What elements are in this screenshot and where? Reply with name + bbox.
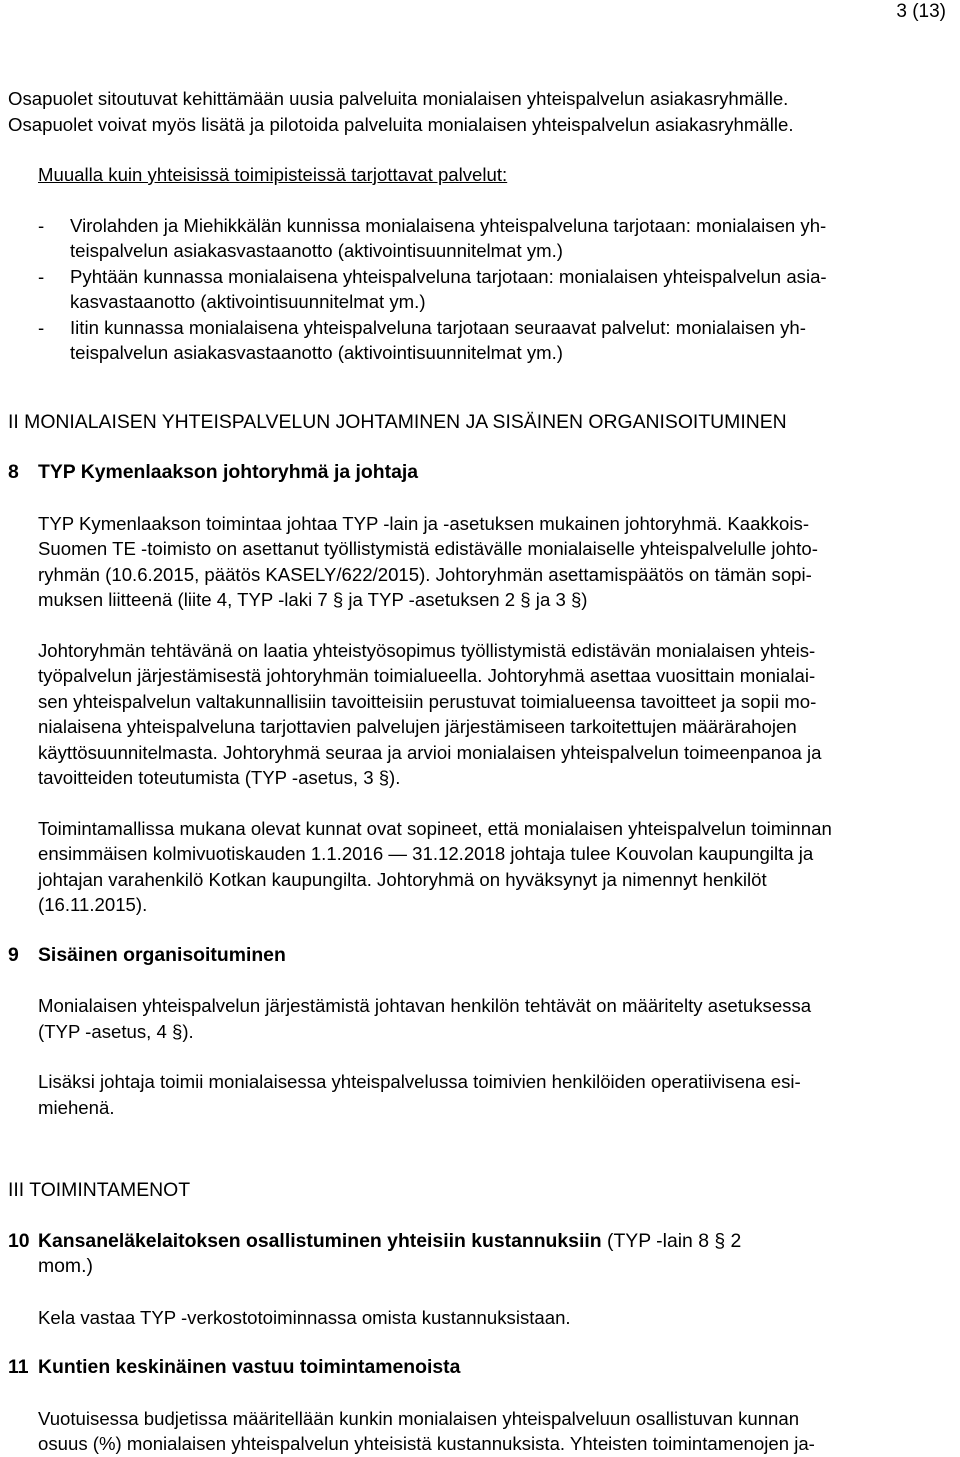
section-number: 9 — [8, 943, 19, 966]
section-number: 11 — [8, 1356, 29, 1378]
paragraph — [38, 638, 960, 791]
text-line: Lisäksi johtaja toimii monialaisessa yhteispalvelussa toimivien henkilöiden operatiivisena esi- — [38, 1071, 801, 1092]
text-line: Vuotuisessa budjetissa määritellään kunkin monialaisen yhteispalveluun osallistuvan kunnan — [38, 1407, 800, 1429]
services-heading: Muualla kuin yhteisissä toimipisteissä tarjottavat palvelut: — [38, 164, 508, 185]
text-line: käyttösuunnitelmasta. Johtoryhmä seuraa ja arvioi monialaisen yhteispalvelun toimeenpanoa ja — [38, 741, 822, 763]
text-line: ryhmän (10.6.2015, päätös KASELY/622/2015). Johtoryhmän asettamispäätös on tämän sopi- — [38, 563, 812, 585]
text-line: Suomen TE -toimisto on asettanut työllistymistä edistävälle monialaiselle yhteispalvelulle johto- — [38, 538, 818, 559]
paragraph — [38, 993, 960, 1044]
text-line: Kela vastaa TYP -verkostotoiminnassa omista kustannuksistaan. — [38, 1306, 571, 1328]
text-line: tavoitteiden toteutumista (TYP -asetus, 3 §). — [38, 767, 401, 788]
section-title: TYP Kymenlaakson johtoryhmä ja johtaja — [38, 461, 419, 483]
section-body — [8, 1406, 960, 1457]
section-title-reference: mom.) — [38, 1255, 93, 1277]
text-line: Johtoryhmän tehtävänä on laatia yhteistyösopimus työllistymistä edistävän monialaisen yhteis- — [38, 639, 816, 661]
text-line: teispalvelun asiakasvastaanotto (aktivointisuunnitelmat ym.) — [70, 240, 563, 261]
section-title: Sisäinen organisoituminen — [38, 943, 286, 966]
text-line: Osapuolet voivat myös lisätä ja pilotoida palveluita monialaisen yhteispalvelun asiakasryhmälle. — [8, 113, 794, 135]
bullet-dash: - — [38, 265, 45, 287]
text-line: teispalvelun asiakasvastaanotto (aktivointisuunnitelmat ym.) — [70, 342, 563, 363]
paragraph — [38, 816, 960, 918]
section-title: Kansaneläkelaitoksen osallistuminen yhteisiin kustannuksiin — [38, 1229, 602, 1252]
text-line: Toimintamallissa mukana olevat kunnat ovat sopineet, että monialaisen yhteispalvelun toiminnan — [38, 817, 832, 839]
bullet-dash: - — [38, 316, 45, 338]
section-heading — [8, 1229, 960, 1280]
section-heading — [8, 943, 960, 969]
text-line: kasvastaanotto (aktivointisuunnitelmat ym.) — [70, 291, 426, 312]
section-heading — [8, 460, 960, 486]
list-item — [38, 213, 960, 264]
section-body — [8, 511, 960, 918]
text-line: osuus (%) monialaisen yhteispalvelun yhteisistä kustannuksista. Yhteisten toimintamenojen ja- — [38, 1433, 815, 1454]
text-line: TYP Kymenlaakson toimintaa johtaa TYP -lain ja -asetuksen mukainen johtoryhmä. Kaakkois- — [38, 512, 810, 534]
text-line: (TYP -asetus, 4 §). — [38, 1020, 194, 1042]
text-line: johtajan varahenkilö Kotkan kaupungilta. Johtoryhmä on hyväksynyt ja nimennyt henkilöt — [38, 868, 767, 890]
document-body — [8, 86, 960, 1457]
section-body — [8, 1305, 960, 1331]
text-line: sen yhteispalvelun valtakunnallisiin tavoitteisiin perustuvat toimialueensa tavoitteet ja sopii mo- — [38, 690, 817, 712]
section-title: Kuntien keskinäinen vastuu toimintamenoista — [38, 1356, 461, 1378]
text-line: muksen liitteenä (liite 4, TYP -laki 7 § ja TYP -asetuksen 2 § ja 3 §) — [38, 589, 588, 610]
text-line: miehenä. — [38, 1096, 115, 1118]
paragraph — [38, 1069, 960, 1120]
text-line: Virolahden ja Miehikkälän kunnissa monialaisena yhteispalveluna tarjotaan: monialaisen yh- — [70, 214, 827, 236]
text-line: työpalvelun järjestämisestä johtoryhmän toimialueella. Johtoryhmä asettaa vuosittain monialai- — [38, 665, 816, 686]
paragraph — [38, 511, 960, 613]
text-line: Osapuolet sitoutuvat kehittämään uusia palveluita monialaisen yhteispalvelun asiakasryhmälle. — [8, 88, 789, 109]
section-number: 8 — [8, 461, 19, 483]
text-line: Pyhtään kunnassa monialaisena yhteispalveluna tarjotaan: monialaisen yhteispalvelun asia- — [70, 265, 827, 287]
bullet-dash: - — [38, 214, 45, 236]
part-heading: III TOIMINTAMENOT — [8, 1179, 191, 1201]
intro-paragraph — [8, 86, 960, 137]
page-number: 3 (13) — [896, 1, 946, 22]
section-title-reference: (TYP -lain 8 § 2 — [601, 1229, 742, 1252]
text-line: Iitin kunnassa monialaisena yhteispalveluna tarjotaan seuraavat palvelut: monialaisen yh- — [70, 316, 806, 338]
part-heading: II MONIALAISEN YHTEISPALVELUN JOHTAMINEN JA SISÄINEN ORGANISOITUMINEN — [8, 410, 787, 433]
section-number: 10 — [8, 1229, 30, 1252]
section-body — [8, 993, 960, 1120]
text-line: (16.11.2015). — [38, 894, 148, 915]
text-line: ensimmäisen kolmivuotiskauden 1.1.2016 — 31.12.2018 johtaja tulee Kouvolan kaupungilta ja — [38, 843, 814, 864]
section-heading — [8, 1355, 960, 1381]
services-list — [8, 213, 960, 366]
list-item — [38, 264, 960, 315]
text-line: nialaisena yhteispalveluna tarjottavien palvelujen järjestämiseen tarkoitettujen määrärahojen — [38, 716, 797, 737]
list-item — [38, 315, 960, 366]
text-line: Monialaisen yhteispalvelun järjestämistä johtavan henkilön tehtävät on määritelty asetuksessa — [38, 995, 812, 1016]
